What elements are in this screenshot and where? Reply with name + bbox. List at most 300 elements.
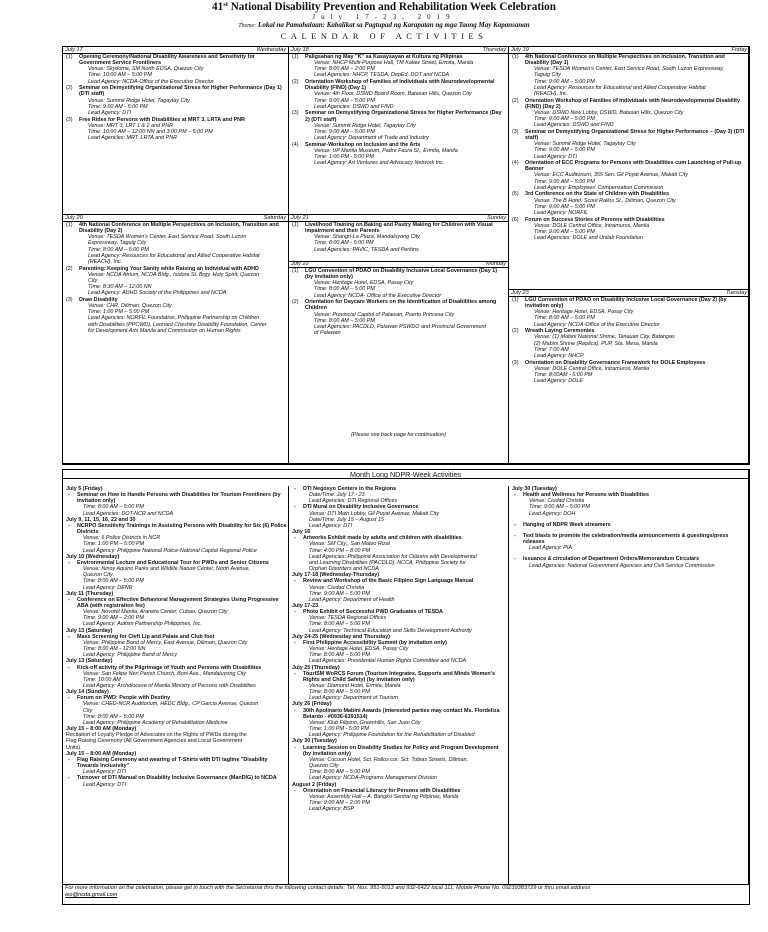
activity-body	[79, 54, 286, 85]
activity-detail: Lead Agency: DTI	[88, 109, 131, 116]
activity-body	[77, 597, 288, 609]
activity-title: Draw Disability	[79, 296, 118, 303]
activity-body	[77, 757, 288, 769]
day-cell	[289, 261, 508, 411]
activity-title: Free Rides for Persons with Disabilities at MRT 3, LRTA and PNR	[79, 116, 245, 123]
activity-detail: Venue: NCDA Atrium, NCDA Bldg., Isidora St. Brgy. Holy Spirit, Quezon	[88, 271, 260, 278]
activity-item	[509, 297, 747, 328]
page-title: 41st National Disability Prevention and Rehabilitation Week Celebration	[212, 1, 556, 13]
day-date: July 23	[511, 290, 529, 296]
activity-title: Seminar on Demystifying Organizational Stress for Higher Performance – (Day 3) (DTI staff)	[525, 128, 745, 142]
activity-detail: Venue: Summit Ridge Hotel, Tagaytay City	[88, 97, 190, 104]
bullet-dash: -	[294, 670, 296, 677]
activity-body	[523, 533, 749, 545]
activity-detail: for Development Arts Manila and Commission on Human Rights	[88, 327, 241, 334]
activity-detail: Lead Agency: DTI	[309, 522, 352, 529]
activity-entry	[292, 504, 508, 510]
activity-title: NCRPO Sensitivity Trainings in Assisting Persons with Disability for Six (6) Police Districts	[77, 522, 287, 536]
day-header	[63, 215, 288, 222]
activity-detail: Lead Agencies: Philippine Association for Citizens with Developmental	[309, 553, 477, 560]
activity-item	[509, 54, 747, 97]
activity-title: Kick-off activity of the Pilgrimage of Youth and Persons with Disabilities	[77, 664, 262, 671]
activity-number: (5)	[512, 191, 519, 198]
activity-detail: Time: 8:00 AM – 5:00 PM	[83, 713, 144, 720]
bullet-dash: -	[68, 492, 70, 499]
bullet-dash: -	[68, 522, 70, 529]
activity-detail: Venue: Heritage Hotel, EDSA, Pasay City	[309, 646, 409, 653]
activity-body	[79, 297, 286, 334]
activity-detail: (2) Mabini Shrine (Replica), PUP, Sta. Mesa, Manila	[534, 340, 658, 347]
activity-detail: Lead Agency: NCDA-Office of the Executive Director	[88, 78, 214, 85]
bullet-dash: -	[68, 695, 70, 702]
day-date: July 17	[65, 47, 83, 53]
calendar-column-1	[63, 47, 289, 463]
activity-note: Recitation of Loyalty Pledge of Advocates on the Rights of PWDs during the	[66, 732, 247, 739]
activity-title: Orientation on Financial Literacy for Persons with Disabilities	[303, 787, 461, 794]
activity-date: July 17-23	[292, 602, 319, 609]
bullet-dash: -	[514, 556, 516, 563]
day-weekday: Thursday	[482, 47, 506, 53]
activity-title: Conference on Effective Behavioral Management Strategies Using Progressive ABA (with registration fee)	[77, 596, 279, 609]
theme-line: Theme: Lokal na Pamahalaan: Kabalikat sa Pagtupad ng Karapatan ng mga Taong May Kapansanan	[238, 21, 530, 29]
bullet-dash: -	[294, 787, 296, 794]
day-cell	[509, 47, 749, 289]
activity-detail: Time: 9:00 AM – 5:00 PM	[534, 203, 595, 210]
activity-body	[525, 129, 747, 160]
activity-detail: Lead Agency: Department of Trade and Industry	[314, 135, 429, 142]
bullet-dash: -	[68, 596, 70, 603]
activity-detail: Time: 9:00 AM – 5:00 PM	[314, 128, 375, 135]
activity-detail: Lead Agencies: PACDLD, Palawan PSWDO and Provincial Government	[314, 323, 486, 330]
activity-item	[63, 85, 286, 116]
day-cell	[63, 215, 288, 463]
bullet-dash: -	[294, 639, 296, 646]
activity-detail: Lead Agency: Resources for Educational and Allied Cooperative Habitat	[534, 84, 706, 91]
activity-item	[289, 110, 506, 141]
activity-detail: Venue: UP Manila Museum, Padre Faura St., Ermita, Manila	[314, 147, 458, 154]
activity-date: July 15 – 8:00 AM (Monday)	[66, 726, 137, 733]
activity-detail: Time: 9:00 AM – 5:00 PM	[534, 147, 595, 154]
activity-entry	[292, 671, 508, 683]
activity-detail: Venue: San Felipe Neri Parish Church, Boni Ave., Mandaluyong City	[83, 670, 247, 677]
activity-detail: Lead Agency: Philippine Academy of Rehabilitation Medicine	[83, 719, 228, 726]
activity-body	[525, 360, 747, 385]
activity-item	[289, 268, 506, 299]
month-long-section	[62, 469, 750, 885]
activity-title: TourISM WoRCS Forum (Tourism Integrates, Supports and Minds Women's Rights and Child Safety) (by invitation only)	[303, 670, 495, 683]
activity-title: Mass Screening for Cleft Lip and Palate and Club foot	[77, 633, 215, 640]
activity-detail: Time: 9:00 AM - 5:00 PM	[88, 103, 148, 110]
activity-detail: Lead Agency: Employees' Compensation Commission	[534, 184, 664, 191]
activity-detail: Time: 10:00 AM – 12:00 NN and 3:00 PM – 5:00 PM	[88, 128, 213, 135]
activity-body	[525, 297, 747, 328]
activity-detail: Venue: DTI Main Lobby, Gil Puyat Avenue, Makati City	[309, 510, 440, 517]
footer-contact	[62, 885, 750, 905]
activity-item	[509, 360, 747, 385]
activity-title: Learning Session on Disability Studies for Policy and Program Development (by invitation only)	[303, 744, 499, 757]
activity-number: (6)	[512, 216, 519, 223]
activity-detail: Time: 10:00 AM – 5:00 PM	[88, 72, 152, 79]
activity-list	[289, 268, 508, 336]
activity-title: Seminar-Workshop on Inclusion and the Arts	[305, 141, 421, 148]
activity-detail: City	[83, 707, 93, 714]
bullet-dash: -	[68, 775, 70, 782]
activity-detail: Lead Agencies: DSWD and FIND	[314, 103, 394, 110]
activity-title: Photo Exhibit of Successful PWD Graduates of TESDA	[303, 609, 443, 616]
activity-entry	[292, 578, 508, 584]
event-dates: July 17-23, 2019	[312, 13, 456, 21]
activity-entry	[66, 634, 288, 640]
activity-body	[79, 266, 286, 297]
bullet-dash: -	[514, 532, 516, 539]
activity-detail: Lead Agency: Philippine Foundation for the Rehabilitation of Disabled	[309, 732, 475, 739]
activity-title: Issuance & circulation of Department Orders/Memorandum Circulars	[523, 556, 700, 563]
activity-detail: Time: 8:00 AM – 5:00 PM	[83, 578, 144, 585]
activity-number: (1)	[66, 54, 73, 60]
activity-date: July 25 (Thursday)	[292, 664, 340, 671]
day-date: July 21	[291, 215, 309, 221]
activity-item	[63, 117, 286, 142]
activity-detail: Time: 7:00 AM	[534, 346, 569, 353]
activity-date: July 24-25 (Wednesday and Thursday)	[292, 633, 390, 640]
activity-title: Orientation Workshop of Families of Individuals with Neurodevelopmental Disability (FIND) (Day 1)	[305, 79, 495, 92]
activity-detail: Lead Agencies: National Government Agencies and Civil Service Commission	[529, 562, 715, 569]
activity-title: Orientation for Daycare Workers on the Identification of Disabilities among Children	[305, 299, 497, 312]
activity-body	[525, 160, 747, 191]
month-long-column-3	[509, 486, 749, 884]
activity-detail: Time: 9:00 AM – 5:00 PM	[534, 116, 595, 123]
activity-detail: Lead Agency: DTI	[534, 153, 577, 160]
activity-title: 3rd Conference on the State of Children with Disabilities	[525, 191, 670, 198]
activity-detail: Venue: Ciudad Christia	[309, 584, 365, 591]
activity-detail: Venue: SM City,, San Mateo Rizal	[309, 541, 390, 548]
activity-title: Livelihood Training on Baking and Pastry Making for Children with Visual Impairment and their Parents	[305, 222, 493, 235]
activity-detail: Time: 9:00 AM – 5:00 PM	[309, 590, 370, 597]
activity-detail: City	[88, 277, 98, 284]
activity-detail: Time: 10:00 AM	[83, 676, 121, 683]
day-weekday: Friday	[731, 47, 747, 53]
activity-detail: Time: 1:00 PM – 5:00 PM	[88, 309, 150, 316]
activity-detail: Venue: Diamond Hotel, Ermita, Manila	[309, 683, 401, 689]
activity-detail: (REACH), Inc.	[534, 90, 569, 97]
activity-number: (1)	[292, 268, 299, 274]
activity-detail: Time: 9:00 AM – 5:00 PM	[314, 97, 375, 104]
calendar-grid	[62, 46, 750, 465]
activity-body	[77, 634, 288, 640]
activity-item	[509, 217, 747, 242]
activity-detail: Date/Time: July 17 - 23	[309, 492, 365, 499]
month-long-column-2	[289, 486, 509, 884]
activity-detail: Lead Agency: Resources for Educational and Allied Cooperative Habitat	[88, 252, 260, 259]
activity-detail: Venue: TESDA Women's Center, East Service Road, South Luzon	[88, 234, 247, 241]
activity-detail: Venue: Summit Ridge Hotel, Tagaytay City	[314, 122, 416, 129]
activity-note: Units)	[66, 744, 81, 751]
activity-detail: Lead Agencies: DOT-NCR and NCDA	[83, 510, 174, 517]
activity-detail: Quezon City	[83, 572, 113, 579]
bullet-dash: -	[294, 609, 296, 616]
day-cell	[289, 47, 508, 214]
activity-title: Hanging of NDPR Week streamers	[523, 521, 611, 528]
activity-title: Artworks Exhibit made by adults and children with disabilities	[303, 535, 462, 542]
activity-item	[63, 222, 286, 265]
bullet-dash: -	[294, 504, 296, 511]
activity-detail: Time: 8:00 AM – 5:00 PM	[309, 769, 370, 776]
activity-detail: Lead Agency: NHCP	[534, 352, 584, 359]
activity-detail: Expressway, Taguig City	[88, 240, 147, 247]
activity-detail: Venue: Provincial Capitol of Palawan, Puerto Princesa City	[314, 311, 455, 318]
activity-entry	[66, 665, 288, 671]
bullet-dash: -	[514, 492, 516, 499]
activity-detail: Time: 1:00 PM – 5:00 PM	[83, 541, 145, 548]
activity-body	[525, 217, 747, 242]
activity-title: Turnover of DTI Manual on Disability Inclusive Governance (ManDIG) to NCDA	[77, 775, 277, 782]
day-weekday: Saturday	[263, 215, 286, 221]
activity-body	[305, 54, 506, 79]
activity-detail: Lead Agency: Archdiocese of Manila Ministry of Persons with Disabilities	[83, 683, 256, 689]
activity-title: Flag Raising Ceremony and wearing of T-Shirts with DTI tagline "Disability Towards Inclusivity"	[77, 756, 268, 770]
activity-body	[305, 222, 506, 253]
activity-item	[509, 191, 747, 216]
activity-date: July 10 (Wednesday)	[66, 553, 120, 560]
activity-title: DTI Mural on Disability Inclusive Governance	[303, 504, 419, 511]
day-header	[509, 290, 749, 297]
activity-number: (2)	[66, 265, 73, 272]
activity-detail: Lead Agency: NCDA- Office of the Executive Director	[314, 292, 442, 299]
activity-list	[63, 54, 288, 141]
activity-item	[289, 299, 506, 336]
contact-email-link[interactable]: ieo@ncda.gmail.com	[65, 892, 118, 898]
activity-detail: Venue: Assembly Hall – A. Bangko Sentral ng Pilipinas, Manila	[309, 793, 459, 800]
activity-detail: Venue: CHED-NCR Auditorium, HEDC Bldg., CP Garcia Avenue, Quezon	[83, 701, 259, 708]
activity-detail: Lead Agency: NORFIL	[534, 209, 589, 216]
activity-title: Parenting: Keeping Your Sanity while Raising an Individual with ADHD	[79, 265, 259, 272]
activity-number: (3)	[66, 296, 73, 303]
activity-detail: Time: 9:00 AM – 5:00 PM	[534, 228, 595, 235]
activity-detail: Time: 8:00 AM - 5:00 PM	[314, 240, 374, 247]
activity-detail: and Learning Disabilities (PACDLD), NCCA, Philippine Society for	[309, 559, 466, 566]
activity-detail: Lead Agency: Art Ventures and Advocacy Network Inc.	[314, 160, 445, 167]
activity-date: July 14 (Sunday)	[66, 689, 109, 696]
activity-list	[509, 54, 749, 241]
bullet-dash: -	[294, 486, 296, 492]
activity-number: (1)	[292, 54, 299, 60]
activity-entry	[66, 523, 288, 535]
day-header	[289, 47, 508, 54]
activity-detail: Time: 8:00 AM – 5:00 PM	[309, 652, 370, 659]
activity-number: (2)	[292, 79, 299, 86]
activity-detail: Time: 9:00 AM – 5:00 PM	[529, 504, 590, 511]
day-weekday: Tuesday	[725, 290, 747, 296]
activity-entry	[66, 775, 288, 781]
activity-detail: Venue: TESDA Regional Offices	[309, 615, 387, 622]
activity-detail: Lead Agency: Technical Education and Skills Development Authority	[309, 627, 472, 634]
activity-body	[523, 556, 749, 562]
activity-detail: Venue: Novotel Manila, Araneta Center, Cubao, Quezon City	[83, 609, 228, 616]
activity-body	[77, 492, 288, 504]
activity-detail: Venue: The B Hotel, Scout Rallos St., Diliman, Quezon City	[534, 197, 676, 204]
activity-item	[509, 129, 747, 160]
activity-detail: Venue: Klub Filipino, Greenhills, San Juan City	[309, 719, 421, 726]
activity-title: First Philippine Accessibility Summit (by invitation only)	[303, 639, 447, 646]
activity-body	[525, 98, 747, 129]
activity-title: DTI Negosyo Centers in the Regions	[303, 486, 397, 492]
activity-number: (4)	[292, 141, 299, 148]
activity-detail: Lead Agency: DTI	[83, 781, 126, 788]
activity-body	[303, 788, 508, 794]
activity-detail: Lead Agency: PIA	[529, 545, 572, 552]
activity-body	[303, 578, 508, 584]
activity-detail: of Palawan	[314, 330, 341, 337]
activity-item	[63, 54, 286, 85]
activity-title: 30th Apolinario Mabini Awards (interested parties may contact Ms. Flordeliza Belardo - #0936-6391514)	[303, 707, 500, 720]
day-date: July 18	[291, 47, 309, 53]
activity-body	[305, 268, 506, 299]
activity-body	[77, 523, 288, 535]
activity-body	[303, 504, 508, 510]
activity-detail: Time: 1:00 PM - 5:00 PM	[309, 726, 369, 733]
activity-detail: Lead Agency: ADHD Society of the Philippines and NCDA	[88, 290, 227, 297]
activity-detail: Lead Agencies: Presidential Human Rights Committee and NCDA	[309, 658, 467, 665]
activity-detail: Time: 9:00 AM – 2:00 PM	[83, 615, 144, 622]
activity-detail: Time: 8:00 AM – 2:00 PM	[314, 66, 375, 73]
day-cell	[63, 47, 288, 214]
bullet-dash: -	[294, 744, 296, 751]
day-header	[289, 261, 508, 268]
activity-detail: Venue: Skydome, SM North EDSA, Quezon City	[88, 66, 204, 73]
activity-date: July 13 (Saturday)	[66, 627, 113, 634]
bullet-dash: -	[68, 664, 70, 671]
activity-item	[63, 266, 286, 297]
activity-date: July 16	[292, 529, 311, 536]
bullet-dash: -	[294, 578, 296, 585]
activity-title: Opening Ceremony/National Disability Awareness and Sensitivity for Government Service Frontliners	[79, 54, 255, 67]
activity-item	[289, 222, 506, 253]
day-cell	[509, 290, 749, 463]
activity-detail: Time: 8:30 AM – 12:00 NN	[88, 284, 152, 291]
activity-detail: Time: 8:00 AM – 5:00 PM	[88, 246, 149, 253]
activity-item	[289, 79, 506, 110]
activity-detail: Venue: Ninoy Aquino Parks and Wildlife Nature Center, North Avenue,	[83, 566, 251, 573]
activity-title: Paligsahan ng May "K" sa Kasaysayan at Kultura ng Pilipinas	[305, 54, 463, 60]
activity-list	[289, 54, 508, 166]
activity-item	[63, 297, 286, 334]
activity-entry	[292, 788, 508, 794]
activity-body	[77, 665, 288, 671]
activity-date: July 5 (Friday)	[66, 486, 103, 492]
activity-number: (1)	[512, 297, 519, 303]
activity-detail: Lead Agencies: NORFIL Foundation, Philippine Partnership on Children	[88, 315, 260, 322]
day-weekday: Monday	[486, 261, 506, 267]
activity-title: Review and Workshop of the Basic Filipino Sign Language Manual	[303, 578, 474, 585]
activity-date: July 30 (Tuesday)	[292, 738, 337, 745]
activity-detail: Time: 8:00AM - 5:00 PM	[534, 371, 593, 378]
activity-entry	[66, 757, 288, 769]
activity-detail: Lead Agency: NCDA-Programs Management Division	[309, 775, 438, 782]
activity-detail: Orphan Disorders and NCDA	[309, 566, 379, 573]
activity-detail: Venue: MRT 3, LRT 1 & 2 and PNR	[88, 122, 173, 129]
activity-detail: Time: 8:00 AM – 5:00 PM	[309, 621, 370, 628]
activity-date: July 9, 11, 15, 16, 22 and 30	[66, 516, 136, 523]
activity-item	[289, 142, 506, 167]
activity-body	[79, 85, 286, 116]
activity-title: Text blasts to promote the celebration/media announcements & guestings/press releases	[523, 532, 729, 546]
activity-detail: Lead Agencies: DOLE and Unilab Foundation	[534, 235, 643, 242]
activity-detail: Lead Agency: Philippine National Police-National Capital Regional Police	[83, 547, 257, 554]
activity-detail: Lead Agency: NCDA-Office of the Executive Director	[534, 321, 660, 328]
activity-body	[305, 110, 506, 141]
activity-date: July 17-18 (Wednesday-Thursday)	[292, 572, 380, 579]
activity-detail: Lead Agency: DTI	[83, 769, 126, 776]
activity-detail: Venue: Heritage Hotel, EDSA, Pasay City	[534, 309, 634, 316]
activity-detail: Lead Agencies: DSWD and FIND	[534, 122, 614, 129]
activity-detail: Venue: Heritage Hotel, EDSA, Pasay City	[314, 280, 414, 287]
activity-title: Forum on Success Stories of Persons with Disabilities	[525, 216, 665, 223]
activity-number: (3)	[66, 116, 73, 123]
activity-detail: Lead Agency: DOH	[529, 510, 576, 517]
bullet-dash: -	[514, 521, 516, 528]
activity-number: (3)	[512, 128, 519, 135]
activity-date: July 11 (Thursday)	[66, 590, 114, 597]
activity-entry	[512, 533, 749, 545]
activity-date: July 30 (Tuesday)	[512, 486, 557, 492]
calendar-column-3	[509, 47, 749, 463]
day-date: July 20	[65, 215, 83, 221]
bullet-dash: -	[68, 559, 70, 566]
day-header	[289, 215, 508, 222]
activity-detail: Venue: Philippine Band of Mercy, East Avenue, Diliman, Quezon City	[83, 639, 248, 646]
activity-title: Orientation on Disability Governance Framework for DOLE Employees	[525, 359, 706, 366]
activity-detail: Venue: DSWD New Lobby, DSWD, Batasan Hills, Quezon City	[534, 109, 684, 116]
activity-number: (4)	[512, 160, 519, 167]
activity-detail: Venue: NHCP Multi-Purpose Hall, TM Kalaw Street, Ermita, Manila	[314, 60, 474, 67]
activity-entry	[512, 522, 749, 528]
day-date: July 22	[291, 261, 309, 267]
activity-number: (3)	[512, 359, 519, 366]
activity-number: (2)	[512, 97, 519, 104]
activity-item	[509, 328, 747, 359]
calendar-column-2	[289, 47, 509, 463]
activity-number: (2)	[292, 299, 299, 306]
activity-list	[63, 222, 288, 334]
activity-title: Health and Wellness for Persons with Disabilities	[523, 492, 650, 499]
activity-title: Orientation Workshop of Families of Individuals with Neurodevelopmental Disability (FIND) (Day 2)	[525, 97, 740, 110]
activity-detail: Time: 4:00 PM – 8:00 PM	[309, 547, 371, 554]
activity-detail: Lead Agencies: DTI Regional Offices	[309, 498, 398, 505]
activity-entry	[66, 492, 288, 504]
activity-entry	[292, 708, 508, 720]
day-header	[63, 47, 288, 54]
activity-detail: Venue: Ciudad Christia	[529, 498, 585, 505]
activity-date: July 26 (Friday)	[292, 701, 332, 708]
activity-detail: Lead Agency: Autism Partnership Philippines, Inc.	[83, 621, 202, 628]
activity-body	[525, 328, 747, 359]
day-header	[509, 47, 749, 54]
activity-detail: Time: 9:00 AM – 5:00 PM	[534, 78, 595, 85]
activity-title: Seminar on Demystifying Organizational Stress for Higher Performance (Day 2) (DTI staff)	[305, 110, 502, 123]
activity-body	[305, 299, 506, 336]
activity-detail: Lead Agencies: MRT, LRTA and PNR	[88, 135, 177, 142]
activity-list	[509, 297, 749, 384]
activity-detail: Venue: 4th Floor, DSWD Board Room, Batasan Hills, Quezon City	[314, 91, 472, 98]
day-weekday: Wednesday	[256, 47, 286, 53]
day-weekday: Sunday	[487, 215, 506, 221]
activity-body	[523, 522, 749, 528]
activity-detail: Venue: TESDA Women's Center, East Service Road, South Luzon Expressway,	[534, 66, 724, 73]
activity-detail: Venue: Shangri-La Plaza, Mandaluyong City	[314, 234, 420, 241]
activity-date: July 13 (Saturday)	[66, 658, 113, 665]
activity-detail: Time: 8:00 AM – 5:00 PM	[314, 286, 375, 293]
activity-detail: Venue: Summit Ridge Hotel, Tagaytay City	[534, 141, 636, 148]
